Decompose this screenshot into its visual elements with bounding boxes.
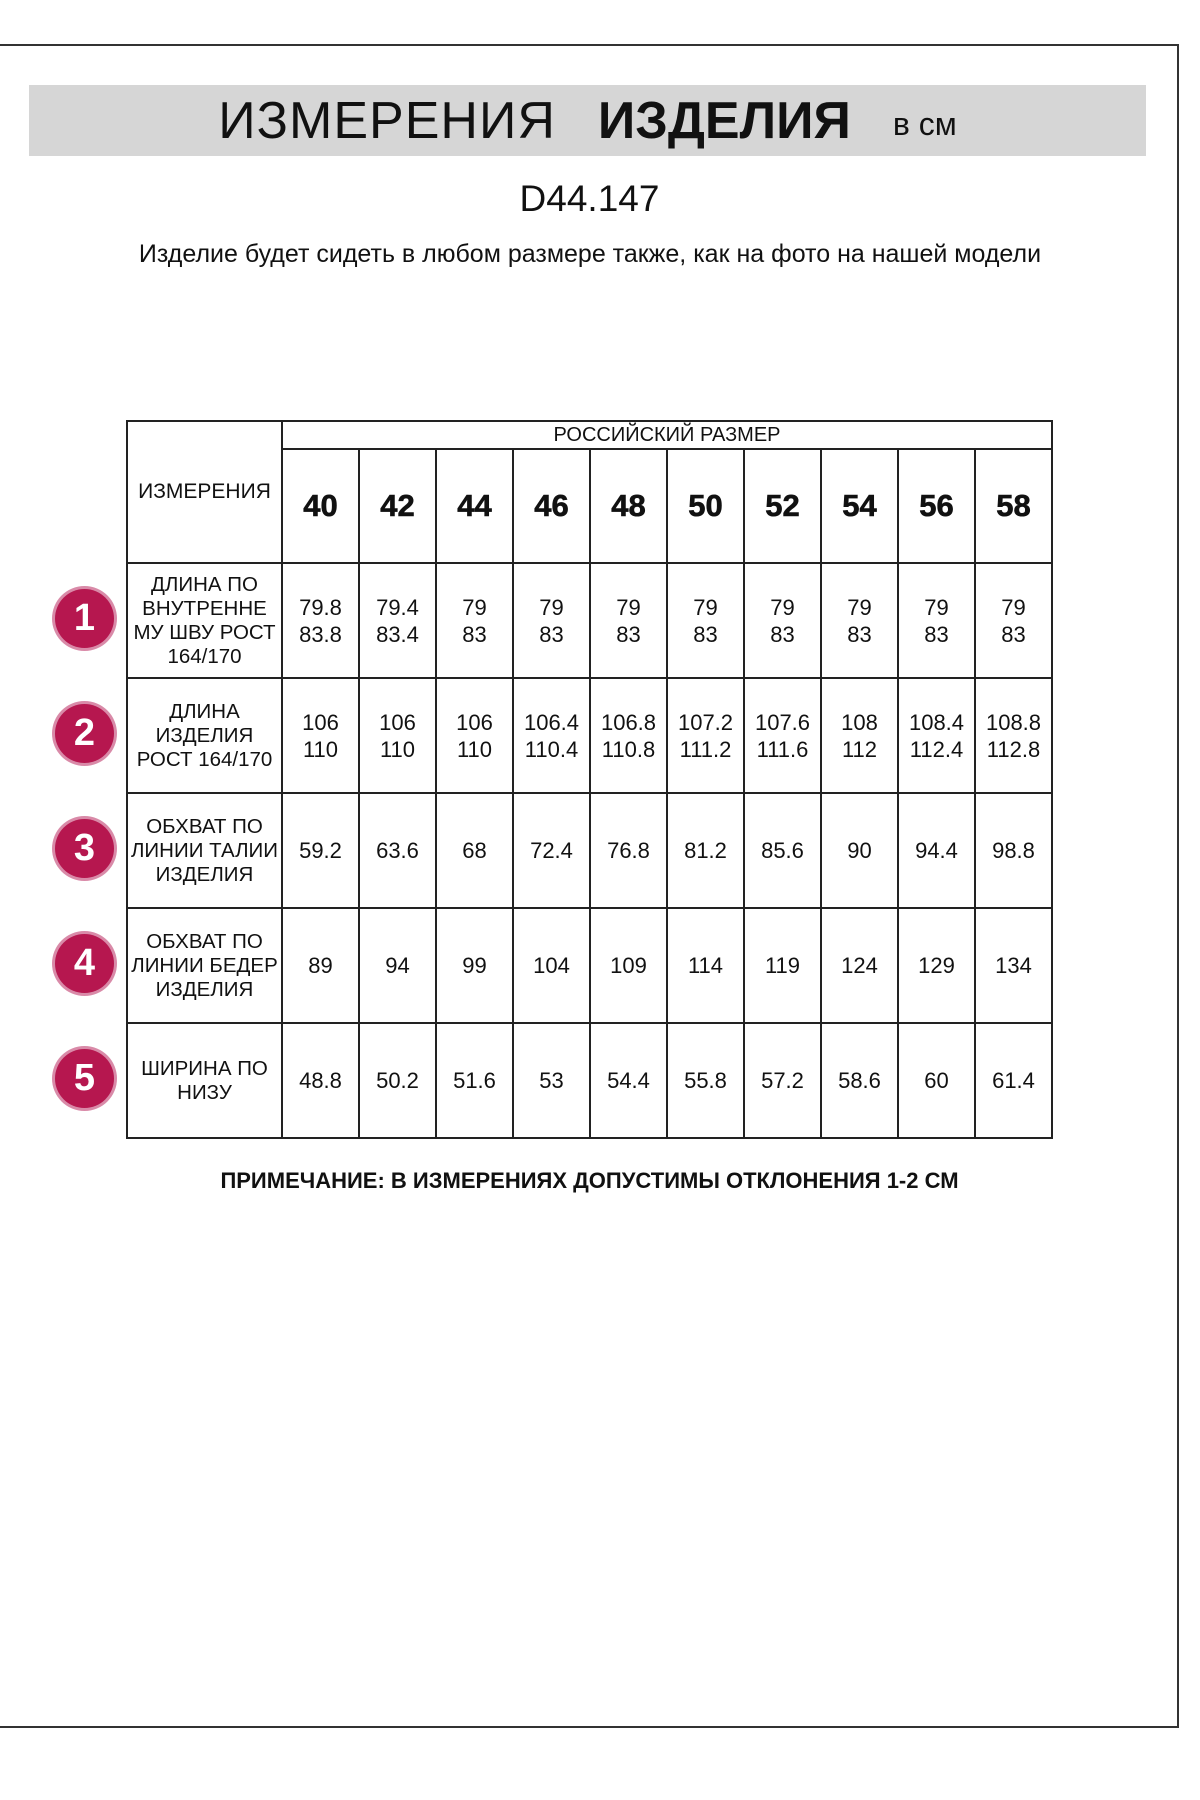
value-line: 83 — [693, 621, 718, 647]
value-line: 134 — [995, 953, 1032, 978]
value-line: 79 — [1001, 594, 1026, 620]
value-cell — [436, 908, 513, 1023]
value-cell — [359, 793, 436, 908]
value-line: 106 — [302, 709, 339, 735]
title-unit: в см — [892, 106, 957, 142]
value-cell — [744, 793, 821, 908]
row-label: ШИРИНА ПО НИЗУ — [127, 1023, 282, 1138]
value-line: 107.6 — [754, 709, 811, 735]
value-cell — [975, 678, 1052, 793]
value-cell — [359, 563, 436, 678]
value-line: 108 — [841, 709, 878, 735]
value-cell — [282, 793, 359, 908]
value-line: 58.6 — [838, 1068, 881, 1093]
row-label: ДЛИНА ПО ВНУТРЕННЕ МУ ШВУ РОСТ 164/170 — [127, 563, 282, 678]
value-line: 61.4 — [992, 1068, 1035, 1093]
value-cell — [898, 793, 975, 908]
table-row — [127, 908, 1052, 1023]
value-line: 83 — [1001, 621, 1026, 647]
value-cell — [282, 1023, 359, 1138]
row-label: ОБХВАТ ПО ЛИНИИ ТАЛИИ ИЗДЕЛИЯ — [127, 793, 282, 908]
value-line: 129 — [918, 953, 955, 978]
value-cell — [590, 563, 667, 678]
value-cell — [590, 793, 667, 908]
size-header-56: 56 — [898, 449, 975, 563]
row-number-badge: 4 — [55, 934, 114, 993]
value-line: 110.4 — [524, 736, 579, 762]
value-cell — [667, 793, 744, 908]
value-line: 109 — [610, 953, 647, 978]
value-cell — [359, 678, 436, 793]
row-number-badge: 1 — [55, 589, 114, 648]
value-cell — [590, 908, 667, 1023]
value-cell — [821, 678, 898, 793]
value-line: 48.8 — [299, 1068, 342, 1093]
value-line: 106.4 — [523, 709, 580, 735]
value-cell — [359, 1023, 436, 1138]
size-table — [126, 420, 1053, 1139]
value-cell — [744, 678, 821, 793]
table-row — [127, 678, 1052, 793]
value-line: 76.8 — [607, 838, 650, 863]
value-cell — [667, 908, 744, 1023]
value-line: 90 — [847, 838, 872, 863]
value-line: 119 — [764, 953, 801, 978]
value-line: 81.2 — [684, 838, 727, 863]
value-line: 85.6 — [761, 838, 804, 863]
value-line: 51.6 — [453, 1068, 496, 1093]
size-header-42: 42 — [359, 449, 436, 563]
value-line: 106 — [379, 709, 416, 735]
measurements-header: ИЗМЕРЕНИЯ — [127, 421, 282, 563]
size-header-50: 50 — [667, 449, 744, 563]
value-cell — [282, 563, 359, 678]
row-label: ДЛИНА ИЗДЕЛИЯ РОСТ 164/170 — [127, 678, 282, 793]
product-code: D44.147 — [519, 178, 660, 219]
value-line: 104 — [533, 953, 570, 978]
value-line: 106.8 — [600, 709, 657, 735]
value-line: 108.8 — [985, 709, 1042, 735]
title-banner — [29, 85, 1146, 156]
row-number-badge: 5 — [55, 1049, 114, 1108]
title-regular: ИЗМЕРЕНИЯ — [218, 91, 556, 150]
value-line: 110 — [379, 736, 416, 762]
value-line: 114 — [687, 953, 724, 978]
value-cell — [667, 563, 744, 678]
value-cell — [282, 908, 359, 1023]
value-cell — [821, 908, 898, 1023]
size-header-52: 52 — [744, 449, 821, 563]
value-cell — [436, 678, 513, 793]
value-cell — [513, 1023, 590, 1138]
value-line: 83 — [462, 621, 487, 647]
value-cell — [898, 908, 975, 1023]
table-row — [127, 563, 1052, 678]
value-cell — [975, 908, 1052, 1023]
value-line: 98.8 — [992, 838, 1035, 863]
value-cell — [282, 678, 359, 793]
value-cell — [667, 678, 744, 793]
table-row — [127, 793, 1052, 908]
value-cell — [436, 563, 513, 678]
value-cell — [590, 678, 667, 793]
value-line: 111.2 — [679, 736, 732, 762]
value-line: 124 — [841, 953, 878, 978]
value-line: 108.4 — [908, 709, 965, 735]
value-line: 83.8 — [299, 621, 342, 647]
value-line: 83 — [770, 621, 795, 647]
value-cell — [513, 908, 590, 1023]
value-line: 89 — [308, 953, 333, 978]
value-line: 79 — [693, 594, 718, 620]
value-line: 59.2 — [299, 838, 342, 863]
value-line: 106 — [456, 709, 493, 735]
value-line: 53 — [539, 1068, 564, 1093]
value-line: 112.8 — [986, 736, 1041, 762]
value-line: 79.4 — [376, 594, 419, 620]
value-cell — [744, 563, 821, 678]
value-line: 83 — [616, 621, 641, 647]
value-line: 79 — [462, 594, 487, 620]
table-row — [127, 1023, 1052, 1138]
value-cell — [436, 793, 513, 908]
value-line: 110.8 — [601, 736, 656, 762]
size-header-54: 54 — [821, 449, 898, 563]
value-line: 94.4 — [915, 838, 958, 863]
size-header-44: 44 — [436, 449, 513, 563]
row-number-badge: 3 — [55, 819, 114, 878]
value-cell — [975, 1023, 1052, 1138]
row-number-badge: 2 — [55, 704, 114, 763]
value-cell — [898, 678, 975, 793]
value-cell — [513, 793, 590, 908]
value-line: 63.6 — [376, 838, 419, 863]
value-line: 112 — [841, 736, 878, 762]
value-line: 83 — [539, 621, 564, 647]
value-cell — [898, 1023, 975, 1138]
russian-size-header: РОССИЙСКИЙ РАЗМЕР — [282, 421, 1052, 449]
value-line: 83.4 — [376, 621, 419, 647]
value-line: 79 — [770, 594, 795, 620]
value-line: 72.4 — [530, 838, 573, 863]
value-line: 112.4 — [909, 736, 964, 762]
value-cell — [821, 793, 898, 908]
value-cell — [975, 563, 1052, 678]
value-line: 79 — [847, 594, 872, 620]
row-label: ОБХВАТ ПО ЛИНИИ БЕДЕР ИЗДЕЛИЯ — [127, 908, 282, 1023]
value-cell — [975, 793, 1052, 908]
value-line: 60 — [924, 1068, 949, 1093]
size-header-48: 48 — [590, 449, 667, 563]
size-header-40: 40 — [282, 449, 359, 563]
value-cell — [513, 678, 590, 793]
tolerance-footnote: ПРИМЕЧАНИЕ: В ИЗМЕРЕНИЯХ ДОПУСТИМЫ ОТКЛОНЕНИЯ 1-2 СМ — [220, 1168, 959, 1193]
value-line: 79 — [539, 594, 564, 620]
measurement-rows — [127, 563, 1052, 1138]
value-line: 79 — [924, 594, 949, 620]
size-header-46: 46 — [513, 449, 590, 563]
value-cell — [744, 908, 821, 1023]
value-line: 55.8 — [684, 1068, 727, 1093]
value-line: 107.2 — [677, 709, 734, 735]
value-line: 99 — [462, 953, 487, 978]
value-cell — [744, 1023, 821, 1138]
value-cell — [821, 1023, 898, 1138]
value-line: 83 — [847, 621, 872, 647]
value-line: 57.2 — [761, 1068, 804, 1093]
value-line: 54.4 — [607, 1068, 650, 1093]
value-cell — [359, 908, 436, 1023]
value-cell — [667, 1023, 744, 1138]
value-line: 68 — [462, 838, 487, 863]
value-cell — [898, 563, 975, 678]
value-cell — [513, 563, 590, 678]
value-line: 50.2 — [376, 1068, 419, 1093]
value-line: 83 — [924, 621, 949, 647]
size-header-58: 58 — [975, 449, 1052, 563]
value-line: 110 — [302, 736, 339, 762]
fit-note: Изделие будет сидеть в любом размере также, как на фото на нашей модели — [138, 240, 1042, 268]
title-bold: ИЗДЕЛИЯ — [597, 91, 851, 150]
value-cell — [821, 563, 898, 678]
value-line: 79.8 — [299, 594, 342, 620]
value-cell — [436, 1023, 513, 1138]
value-cell — [590, 1023, 667, 1138]
value-line: 79 — [616, 594, 641, 620]
value-line: 94 — [385, 953, 410, 978]
value-line: 111.6 — [756, 736, 809, 762]
value-line: 110 — [456, 736, 493, 762]
